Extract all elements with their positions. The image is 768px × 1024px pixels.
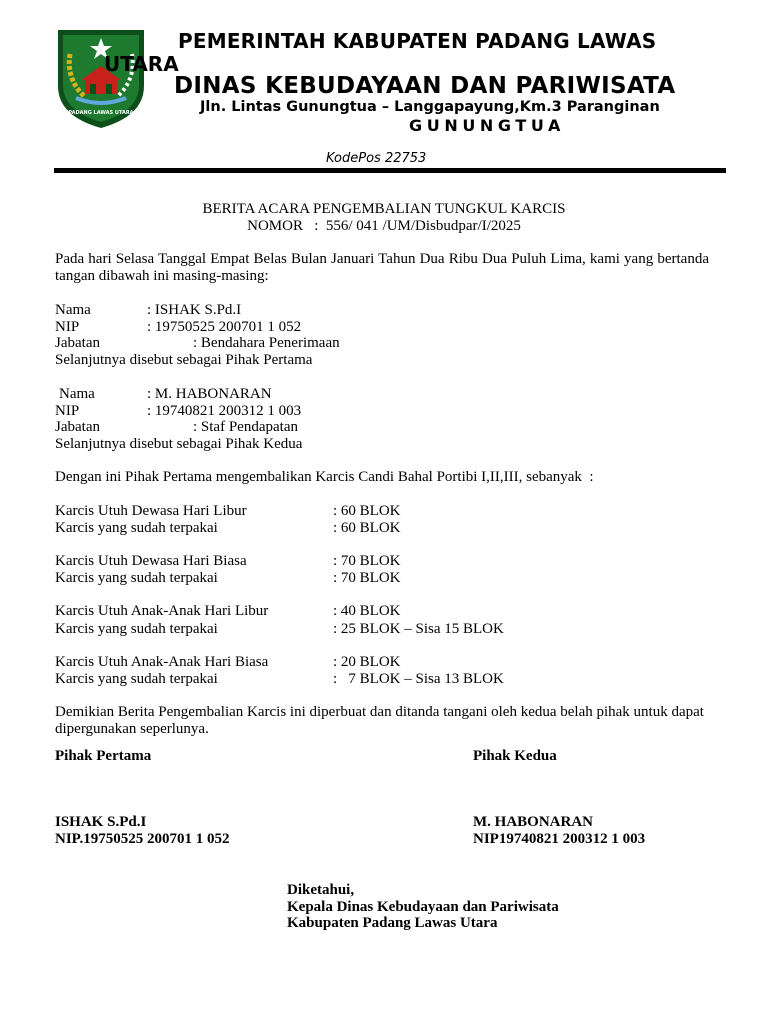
document-title: BERITA ACARA PENGEMBALIAN TUNGKUL KARCIS bbox=[202, 201, 566, 217]
ticket-value: : 70 BLOK bbox=[333, 553, 401, 569]
ticket-label: Karcis yang sudah terpakai bbox=[55, 570, 218, 586]
party1-name-value: : ISHAK S.Pd.I bbox=[147, 302, 242, 318]
svg-text:PADANG LAWAS UTARA: PADANG LAWAS UTARA bbox=[68, 110, 134, 116]
ticket-label: Karcis yang sudah terpakai bbox=[55, 520, 218, 536]
letterhead-address: Jln. Lintas Gunungtua – Langgapayung,Km.3 Paranginan bbox=[200, 99, 660, 115]
letterhead-divider bbox=[54, 168, 726, 173]
signature-left-heading: Pihak Pertama bbox=[55, 748, 152, 764]
letterhead-government-line: PEMERINTAH KABUPATEN PADANG LAWAS bbox=[178, 29, 657, 53]
ticket-label: Karcis Utuh Dewasa Hari Biasa bbox=[55, 553, 247, 569]
ticket-label: Karcis Utuh Dewasa Hari Libur bbox=[55, 503, 247, 519]
ticket-value: : 70 BLOK bbox=[333, 570, 401, 586]
intro-paragraph: Pada hari Selasa Tanggal Empat Belas Bulan Januari Tahun Dua Ribu Dua Puluh Lima, kami yang bertanda tangan dibawah ini masing-masing: bbox=[55, 251, 709, 284]
acknowledgement-label: Diketahui, bbox=[287, 882, 355, 898]
party1-designation: Selanjutnya disebut sebagai Pihak Pertama bbox=[55, 352, 313, 368]
letterhead-city: GUNUNGTUA bbox=[409, 116, 565, 135]
acknowledgement-title: Kepala Dinas Kebudayaan dan Pariwisata bbox=[287, 899, 559, 915]
document-number: NOMOR : 556/ 041 /UM/Disbudpar/I/2025 bbox=[247, 218, 521, 234]
party2-name-label: Nama bbox=[59, 386, 95, 402]
party2-designation: Selanjutnya disebut sebagai Pihak Kedua bbox=[55, 436, 303, 452]
ticket-label: Karcis Utuh Anak-Anak Hari Libur bbox=[55, 603, 269, 619]
acknowledgement-region: Kabupaten Padang Lawas Utara bbox=[287, 915, 498, 931]
closing-paragraph: Demikian Berita Pengembalian Karcis ini diperbuat dan ditanda tangani oleh kedua belah pihak untuk dapat dipergunakan seperlunya. bbox=[55, 704, 704, 737]
signature-right-name: M. HABONARAN bbox=[473, 814, 593, 830]
signature-right-nip: NIP19740821 200312 1 003 bbox=[473, 831, 646, 847]
party2-position-value: : Staf Pendapatan bbox=[193, 419, 298, 435]
party2-nip-label: NIP bbox=[55, 403, 80, 419]
ticket-label: Karcis Utuh Anak-Anak Hari Biasa bbox=[55, 654, 269, 670]
ticket-value: : 60 BLOK bbox=[333, 520, 401, 536]
signature-left-name: ISHAK S.Pd.I bbox=[55, 814, 147, 830]
return-statement: Dengan ini Pihak Pertama mengembalikan Karcis Candi Bahal Portibi I,II,III, sebanyak : bbox=[55, 469, 594, 485]
ticket-value: : 20 BLOK bbox=[333, 654, 401, 670]
signature-left-nip: NIP.19750525 200701 1 052 bbox=[55, 831, 230, 847]
letterhead-postal-code: KodePos 22753 bbox=[326, 151, 427, 166]
party1-position-label: Jabatan bbox=[55, 335, 100, 351]
regency-logo bbox=[54, 24, 148, 130]
ticket-value: : 25 BLOK – Sisa 15 BLOK bbox=[333, 621, 504, 637]
party2-name-value: : M. HABONARAN bbox=[147, 386, 272, 402]
party1-position-value: : Bendahara Penerimaan bbox=[193, 335, 340, 351]
party2-nip-value: : 19740821 200312 1 003 bbox=[147, 403, 302, 419]
ticket-value: : 7 BLOK – Sisa 13 BLOK bbox=[333, 671, 504, 687]
party1-nip-label: NIP bbox=[55, 319, 80, 335]
party1-nip-value: : 19750525 200701 1 052 bbox=[147, 319, 302, 335]
signature-right-heading: Pihak Kedua bbox=[473, 748, 557, 764]
party1-name-label: Nama bbox=[55, 302, 91, 318]
ticket-value: : 60 BLOK bbox=[333, 503, 401, 519]
ticket-label: Karcis yang sudah terpakai bbox=[55, 671, 218, 687]
letterhead-agency-name: DINAS KEBUDAYAAN DAN PARIWISATA bbox=[174, 73, 676, 99]
party2-position-label: Jabatan bbox=[55, 419, 100, 435]
letterhead-government-line-cont: UTARA bbox=[104, 52, 179, 76]
ticket-label: Karcis yang sudah terpakai bbox=[55, 621, 218, 637]
ticket-value: : 40 BLOK bbox=[333, 603, 401, 619]
